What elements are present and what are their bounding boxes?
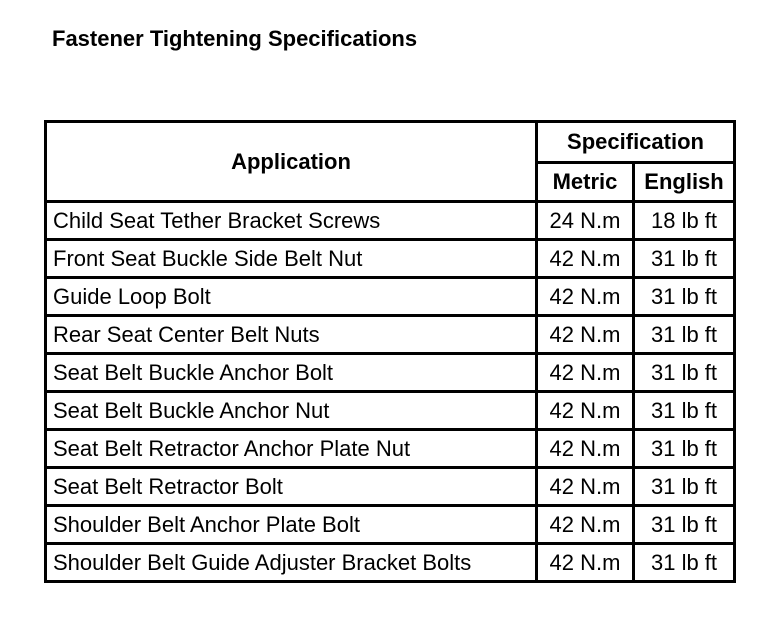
application-cell: Front Seat Buckle Side Belt Nut bbox=[46, 240, 537, 278]
english-cell: 31 lb ft bbox=[634, 354, 735, 392]
english-cell: 18 lb ft bbox=[634, 202, 735, 240]
metric-header: Metric bbox=[537, 163, 634, 202]
application-cell: Guide Loop Bolt bbox=[46, 278, 537, 316]
metric-cell: 42 N.m bbox=[537, 506, 634, 544]
metric-cell: 42 N.m bbox=[537, 430, 634, 468]
table-row bbox=[46, 468, 735, 506]
table-row bbox=[46, 278, 735, 316]
application-cell: Child Seat Tether Bracket Screws bbox=[46, 202, 537, 240]
english-cell: 31 lb ft bbox=[634, 468, 735, 506]
english-cell: 31 lb ft bbox=[634, 240, 735, 278]
application-cell: Seat Belt Buckle Anchor Bolt bbox=[46, 354, 537, 392]
table-row bbox=[46, 354, 735, 392]
english-cell: 31 lb ft bbox=[634, 506, 735, 544]
metric-cell: 42 N.m bbox=[537, 240, 634, 278]
metric-cell: 42 N.m bbox=[537, 316, 634, 354]
application-cell: Seat Belt Retractor Bolt bbox=[46, 468, 537, 506]
application-cell: Rear Seat Center Belt Nuts bbox=[46, 316, 537, 354]
table-row bbox=[46, 392, 735, 430]
table-row bbox=[46, 544, 735, 582]
table-row bbox=[46, 506, 735, 544]
english-cell: 31 lb ft bbox=[634, 430, 735, 468]
english-header: English bbox=[634, 163, 735, 202]
table-row bbox=[46, 202, 735, 240]
fastener-spec-table bbox=[44, 120, 736, 583]
specification-header: Specification bbox=[537, 122, 735, 163]
page-title: Fastener Tightening Specifications bbox=[52, 26, 418, 51]
metric-cell: 42 N.m bbox=[537, 354, 634, 392]
application-cell: Seat Belt Retractor Anchor Plate Nut bbox=[46, 430, 537, 468]
application-cell: Shoulder Belt Guide Adjuster Bracket Bolts bbox=[46, 544, 537, 582]
english-cell: 31 lb ft bbox=[634, 544, 735, 582]
table-body bbox=[46, 202, 735, 582]
table-row bbox=[46, 430, 735, 468]
application-header: Application bbox=[46, 122, 537, 202]
metric-cell: 24 N.m bbox=[537, 202, 634, 240]
application-cell: Seat Belt Buckle Anchor Nut bbox=[46, 392, 537, 430]
table-row bbox=[46, 240, 735, 278]
english-cell: 31 lb ft bbox=[634, 316, 735, 354]
english-cell: 31 lb ft bbox=[634, 278, 735, 316]
table-row bbox=[46, 316, 735, 354]
english-cell: 31 lb ft bbox=[634, 392, 735, 430]
metric-cell: 42 N.m bbox=[537, 544, 634, 582]
application-cell: Shoulder Belt Anchor Plate Bolt bbox=[46, 506, 537, 544]
metric-cell: 42 N.m bbox=[537, 278, 634, 316]
metric-cell: 42 N.m bbox=[537, 392, 634, 430]
metric-cell: 42 N.m bbox=[537, 468, 634, 506]
